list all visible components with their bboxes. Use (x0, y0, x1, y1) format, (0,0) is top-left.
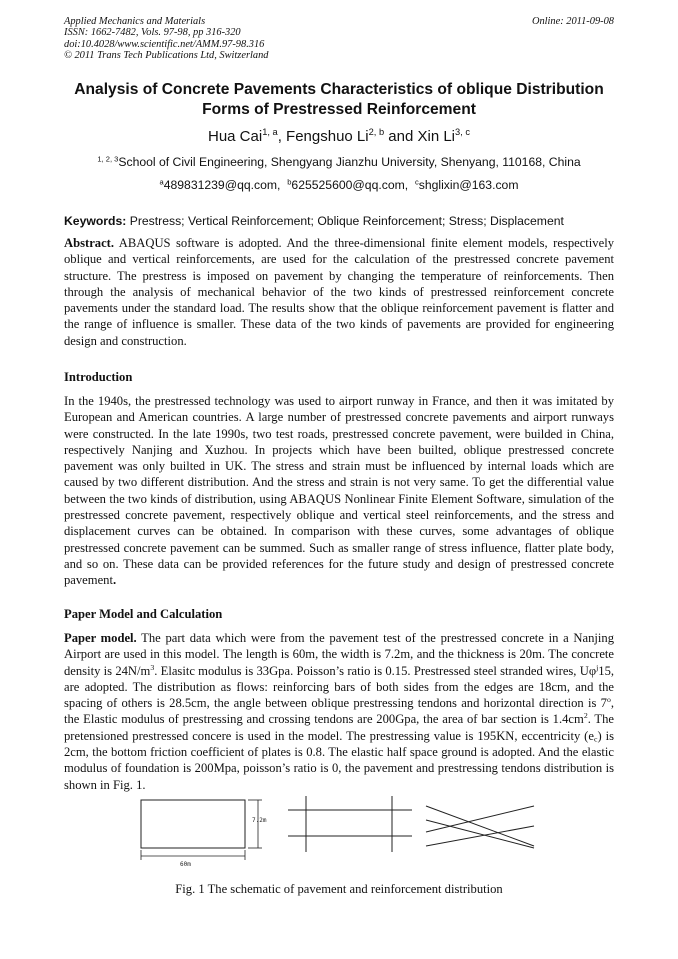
length-label: 60m (180, 861, 191, 868)
paper-title (40, 80, 638, 120)
oblique-tendon-3 (426, 826, 534, 846)
author-3-affil: 3, c (455, 127, 471, 138)
oblique-tendon-4 (426, 820, 534, 848)
title-line-1: Analysis of Concrete Pavements Characteristics of oblique Distribution (74, 81, 604, 98)
figure-1-schematic (140, 796, 540, 868)
affiliation-marks: 1, 2, 3 (97, 154, 119, 164)
email-c-mark: c (414, 177, 419, 187)
paper-model-text (64, 630, 614, 793)
figure-1-caption: Fig. 1 The schematic of pavement and reinforcement distribution (175, 882, 503, 896)
email-b[interactable]: 625525600@qq.com, (291, 178, 409, 192)
affiliation-text: School of Civil Engineering, Shengyang Jianzhu University, Shenyang, 110168, China (118, 155, 581, 169)
introduction-heading: Introduction (64, 370, 133, 384)
sup-2: j (596, 662, 599, 672)
journal-name: Applied Mechanics and Materials (64, 16, 206, 27)
author-1: Hua Cai (207, 128, 263, 145)
sub-1: c (593, 734, 598, 744)
keywords (64, 213, 616, 229)
abstract-text: ABAQUS software is adopted. And the three-dimensional finite element models, respectively oblique and vertical reinforcements, are used for the calculation of the prestressed concrete pavement structure. The prestress is imposed on pavement by changing the temperature of reinforcements. Then through the analysis of mechanical behavior of the two kinds of prestressed reinforcement concrete pavements under the standard load. The results show that the oblique reinforcement pavement is flatter and the range of influence is smaller. These data of the two kinds of pavements are provided for engineering design and construction. (64, 236, 614, 348)
abstract (64, 235, 614, 349)
issn-line: ISSN: 1662-7482, Vols. 97-98, pp 316-320 (64, 27, 241, 39)
keywords-label: Keywords: (64, 214, 127, 228)
author-1-affil: 1, a (262, 127, 278, 138)
paper-model-part-1: The part data which were from the pavement test of the prestressed concrete in a Nanjing Airport are used in this model. The length is 60m, the width is 7.2m, and the thickness is 20m. The concrete density is 24N/m (64, 631, 614, 678)
copyright-line: © 2011 Trans Tech Publications Ltd, Switzerland (64, 50, 269, 62)
paper-model-part-3: 15, are adopted. The distribution as flows: reinforcing bars of both sides from the edges are 18cm, and the spacing of others is 28.5cm, the angle between oblique prestressing tendons and horizontal direction is 7 (64, 663, 615, 711)
introduction-body: In the 1940s, the prestressed technology was used to airport runway in France, and then it was imitated by European and American countries. A large number of prestressed concrete pavements and airport runways were constructed. In the late 1990s, two test roads, prestressed concrete pavement, were builded in China, respectively Nanjing and Xuzhou. In projects which have been builted, oblique prestressed concrete pavement was only builted in UK. The stress and strain must be influenced by internal loads which are caused by two different distribution. And the stress and strain is not very same. To get the differential value between the two kinds of distribution, using ABAQUS Nonlinear Finite Element Software, simulation of the prestressed concrete pavement, respectively oblique and vertical steel reinforcements, and the stress and displacement curves can be obtained. In comparison with these curves, some advantages of oblique prestressed concrete pavement can be summed. Such as smaller range of stress influence, flatter plate body, and so on. These data can be provided references for the future study and design of prestressed concrete pavement (64, 394, 614, 588)
email-b-mark: b (287, 177, 292, 187)
title-line-2: Forms of Prestressed Reinforcement (202, 101, 476, 118)
email-a-mark: a (159, 177, 164, 187)
author-3: and Xin Li (388, 128, 456, 145)
affiliation (40, 154, 638, 170)
sup-4: 2 (583, 711, 588, 721)
email-c[interactable]: shglixin@163.com (418, 178, 519, 192)
sup-1: 3 (150, 662, 155, 672)
paper-model-part-6: ) is 2cm, the bottom friction coefficient of plates is 0.8. The elastic half space ground is adopted. And the elastic modulus of foundation is 200Mpa, poisson’s ratio is 0, the pavement and prestressing tendons distribution is shown in Fig. 1. (64, 728, 614, 792)
author-separator: , (277, 128, 287, 145)
online-date: Online: 2011-09-08 (531, 16, 614, 27)
journal-header (64, 16, 268, 62)
abstract-label: Abstract. (64, 236, 115, 250)
paper-model-heading: Paper Model and Calculation (64, 607, 223, 621)
introduction-text (64, 393, 614, 589)
keywords-text: Prestress; Vertical Reinforcement; Oblique Reinforcement; Stress; Displacement (126, 214, 564, 228)
author-2: Fengshuo Li (286, 128, 369, 145)
author-list (40, 127, 638, 147)
oblique-tendon-2 (426, 806, 534, 832)
paper-model-label: Paper model. (64, 631, 137, 645)
author-emails (40, 177, 638, 193)
email-a[interactable]: 489831239@qq.com, (163, 178, 281, 192)
introduction-end: . (112, 573, 117, 588)
paper-model-part-2: . Elasitc modulus is 33Gpa. Poisson’s ratio is 0.15. Prestressed steel stranded wires, Uφ (154, 663, 597, 678)
paper-model-part-4: , the Elastic modulus of prestressing and crossing tendons are 200Gpa, the area of bar section is 1.4cm (64, 696, 614, 727)
doi-line: doi:10.4028/www.scientific.net/AMM.97-98.316 (64, 38, 265, 50)
pavement-outline (141, 800, 245, 848)
oblique-tendon-1 (426, 806, 534, 846)
sup-3: o (606, 695, 611, 705)
author-2-affil: 2, b (368, 127, 385, 138)
width-label: 7.2m (252, 817, 267, 824)
paper-model-part-5: . The pretensioned prestressed concere is used in the model. The prestressing value is 195KN, eccentricity (e (64, 712, 614, 743)
